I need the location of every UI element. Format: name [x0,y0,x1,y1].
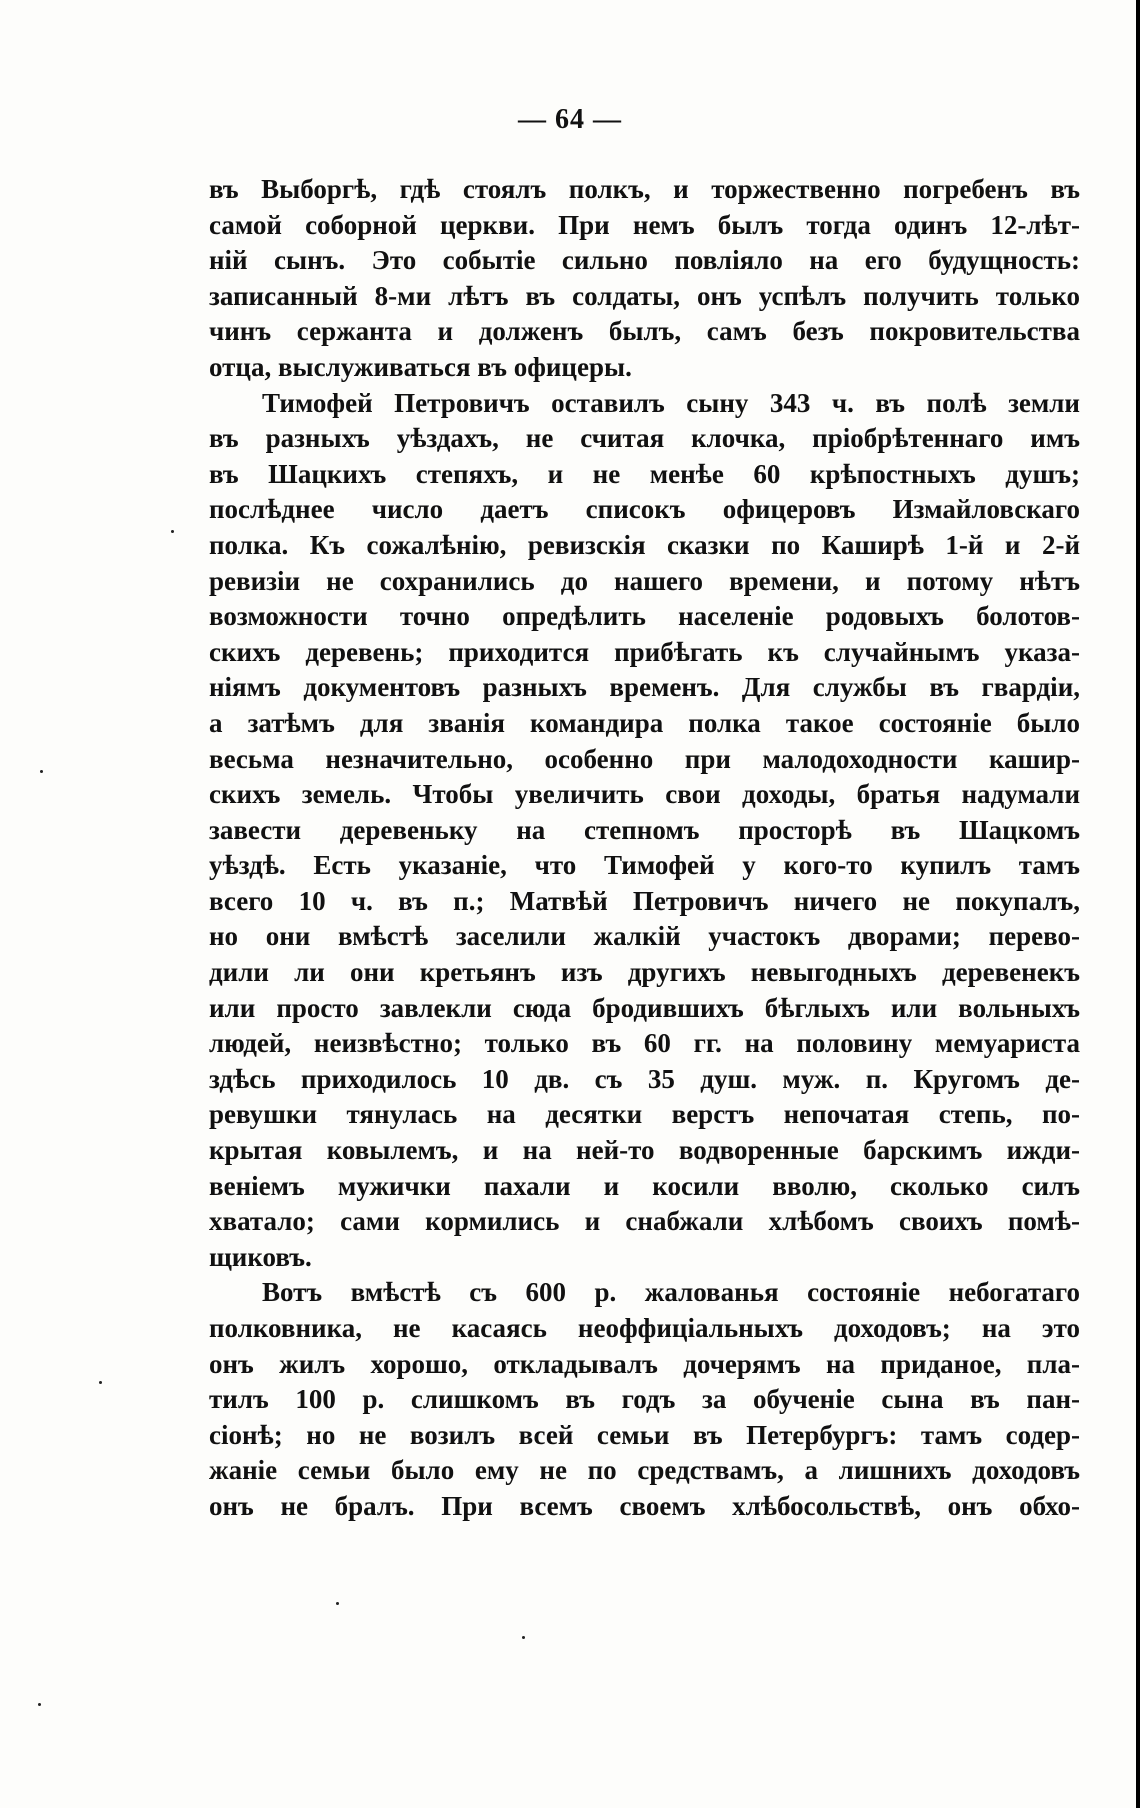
text-line: тилъ 100 р. слишкомъ въ годъ за обученіе сына въ пан- [209,1384,1080,1415]
text-line: веніемъ мужички пахали и косили вволю, сколько силъ [209,1170,1080,1201]
text-line: въ Шацкихъ степяхъ, и не менѣе 60 крѣпостныхъ душъ; [209,458,1080,489]
text-line: Тимофей Петровичъ оставилъ сыну 343 ч. въ полѣ земли [262,387,1080,418]
scan-speck [522,1636,525,1639]
text-line: людей, неизвѣстно; только въ 60 гг. на половину мемуариста [209,1028,1080,1059]
text-line: ревизіи не сохранились до нашего времени, и потому нѣтъ [209,565,1080,596]
scan-speck [336,1602,339,1605]
text-line: здѣсь приходилось 10 дв. съ 35 душ. муж. п. Кругомъ де- [209,1063,1080,1094]
text-line: записанный 8-ми лѣтъ въ солдаты, онъ успѣлъ получить только [209,280,1080,311]
page-number: — 64 — [518,104,622,135]
text-line: дили ли они кретьянъ изъ другихъ невыгодныхъ деревенекъ [209,957,1080,988]
text-line: чинъ сержанта и долженъ былъ, самъ безъ покровительства [209,316,1080,347]
text-line: возможности точно опредѣлить населеніе родовыхъ болотов- [209,601,1080,632]
text-line: хватало; сами кормились и снабжали хлѣбомъ своихъ помѣ- [209,1206,1080,1237]
text-line: Вотъ вмѣстѣ съ 600 р. жалованья состояніе небогатаго [262,1277,1080,1308]
text-line: весьма незначительно, особенно при малодоходности кашир- [209,743,1080,774]
scan-speck [171,530,174,533]
text-line: или просто завлекли сюда бродившихъ бѣглыхъ или вольныхъ [209,992,1080,1023]
text-line: ревушки тянулась на десятки верстъ непочатая степь, по- [209,1099,1080,1130]
text-line: но они вмѣстѣ заселили жалкій участокъ дворами; перево- [209,921,1080,952]
body-text [209,172,1080,1525]
text-line: онъ не бралъ. При всемъ своемъ хлѣбосольствѣ, онъ обхо- [209,1490,1080,1521]
scan-speck [40,770,43,773]
text-line: уѣздѣ. Есть указаніе, что Тимофей у кого-то купилъ тамъ [209,850,1080,881]
text-line: самой соборной церкви. При немъ былъ тогда одинъ 12-лѣт- [209,209,1080,240]
text-line: полковника, не касаясь неоффиціальныхъ доходовъ; на это [209,1313,1080,1343]
scan-edge-rule [1136,0,1140,1808]
scan-speck [99,1381,102,1384]
text-line: жаніе семьи было ему не по средствамъ, а лишнихъ доходовъ [209,1455,1080,1486]
text-line: завести деревеньку на степномъ просторѣ въ Шацкомъ [209,814,1080,845]
text-line: а затѣмъ для званія командира полка такое состояніе было [209,707,1080,738]
scan-speck [38,1703,41,1706]
text-line: ніямъ документовъ разныхъ временъ. Для службы въ гвардіи, [209,672,1080,703]
text-line: ній сынъ. Это событіе сильно повліяло на его будущность: [209,245,1080,276]
text-line: крытая ковылемъ, и на ней-то водворенные барскимъ ижди- [209,1135,1080,1166]
text-line: сіонѣ; но не возилъ всей семьи въ Петербургъ: тамъ содер- [209,1419,1080,1450]
text-line: полка. Къ сожалѣнію, ревизскія сказки по Каширѣ 1-й и 2-й [209,529,1080,560]
text-line: всего 10 ч. въ п.; Матвѣй Петровичъ ничего не покупалъ, [209,885,1080,916]
text-line: въ Выборгѣ, гдѣ стоялъ полкъ, и торжественно погребенъ въ [209,174,1080,204]
text-line: онъ жилъ хорошо, откладывалъ дочерямъ на приданое, пла- [209,1348,1080,1379]
text-line: щиковъ. [209,1241,312,1272]
text-line: отца, выслуживаться въ офицеры. [209,351,632,382]
text-line: скихъ земель. Чтобы увеличить свои доходы, братья надумали [209,779,1080,810]
text-line: послѣднее число даетъ списокъ офицеровъ Измайловскаго [209,494,1080,525]
text-line: въ разныхъ уѣздахъ, не считая клочка, пріобрѣтеннаго имъ [209,423,1080,454]
text-line: скихъ деревень; приходится прибѣгать къ случайнымъ указа- [209,636,1080,667]
